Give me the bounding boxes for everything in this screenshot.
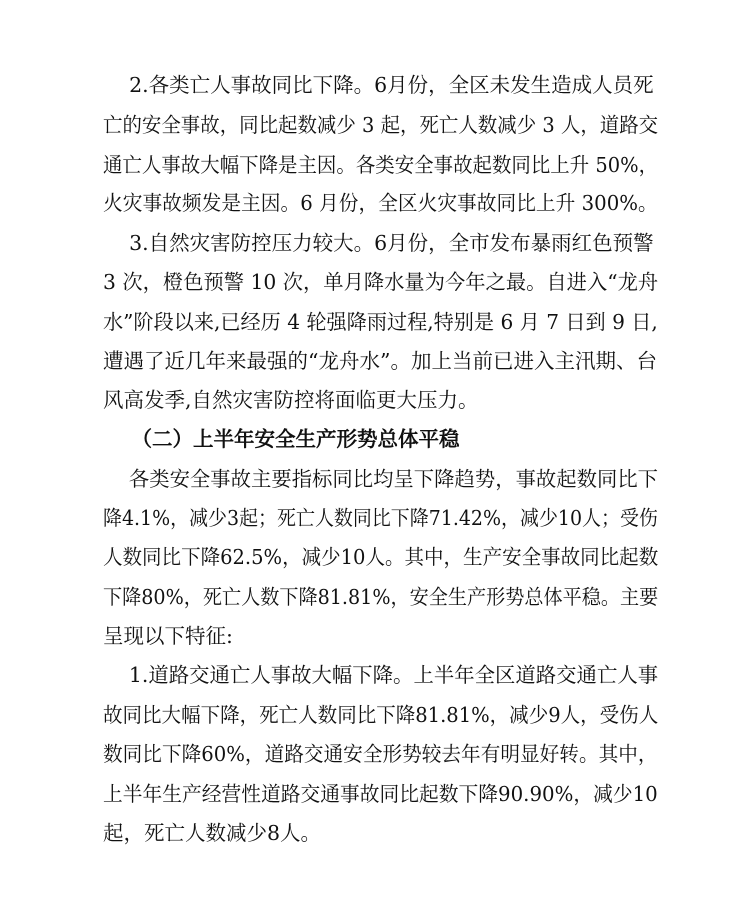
text-line: 水”阶段以来,已经历 4 轮强降雨过程,特别是 6 月 7 日到 9 日,	[103, 310, 658, 334]
text-line: 遭遇了近几年来最强的“龙舟水”。加上当前已进入主汛期、台	[103, 349, 657, 373]
text-line: 1.道路交通亡人事故大幅下降。上半年全区道路交通亡人事	[103, 663, 659, 687]
text-line: 呈现以下特征:	[103, 624, 233, 648]
text-line: 各类安全事故主要指标同比均呈下降趋势，事故起数同比下	[103, 467, 659, 491]
text-line: 通亡人事故大幅下降是主因。各类安全事故起数同比上升 50%，	[103, 153, 659, 177]
text-line: 火灾事故频发是主因。6 月份，全区火灾事故同比上升 300%。	[103, 191, 658, 215]
text-line: 人数同比下降62.5%，减少10人。其中，生产安全事故同比起数	[103, 545, 659, 569]
text-line: 2.各类亡人事故同比下降。6月份，全区未发生造成人员死	[103, 73, 654, 97]
text-line: 风高发季,自然灾害防控将面临更大压力。	[103, 388, 479, 412]
text-line: 上半年生产经营性道路交通事故同比起数下降90.90%，减少10	[103, 782, 658, 806]
text-line: 起，死亡人数减少8人。	[103, 821, 322, 845]
text-line: 亡的安全事故，同比起数减少 3 起，死亡人数减少 3 人，道路交	[103, 113, 659, 137]
text-line: 下降80%，死亡人数下降81.81%，安全生产形势总体平稳。主要	[103, 585, 659, 609]
text-line: 3 次，橙色预警 10 次，单月降水量为今年之最。自进入“龙舟	[103, 270, 659, 294]
text-line: 3.自然灾害防控压力较大。6月份，全市发布暴雨红色预警	[103, 231, 654, 255]
text-line: 降4.1%，减少3起；死亡人数同比下降71.42%，减少10人；受伤	[103, 506, 658, 530]
text-line: 数同比下降60%，道路交通安全形势较去年有明显好转。其中，	[103, 742, 658, 766]
section-heading: （二）上半年安全生产形势总体平稳	[103, 427, 460, 451]
text-line: 故同比大幅下降，死亡人数同比下降81.81%，减少9人，受伤人	[103, 703, 659, 727]
